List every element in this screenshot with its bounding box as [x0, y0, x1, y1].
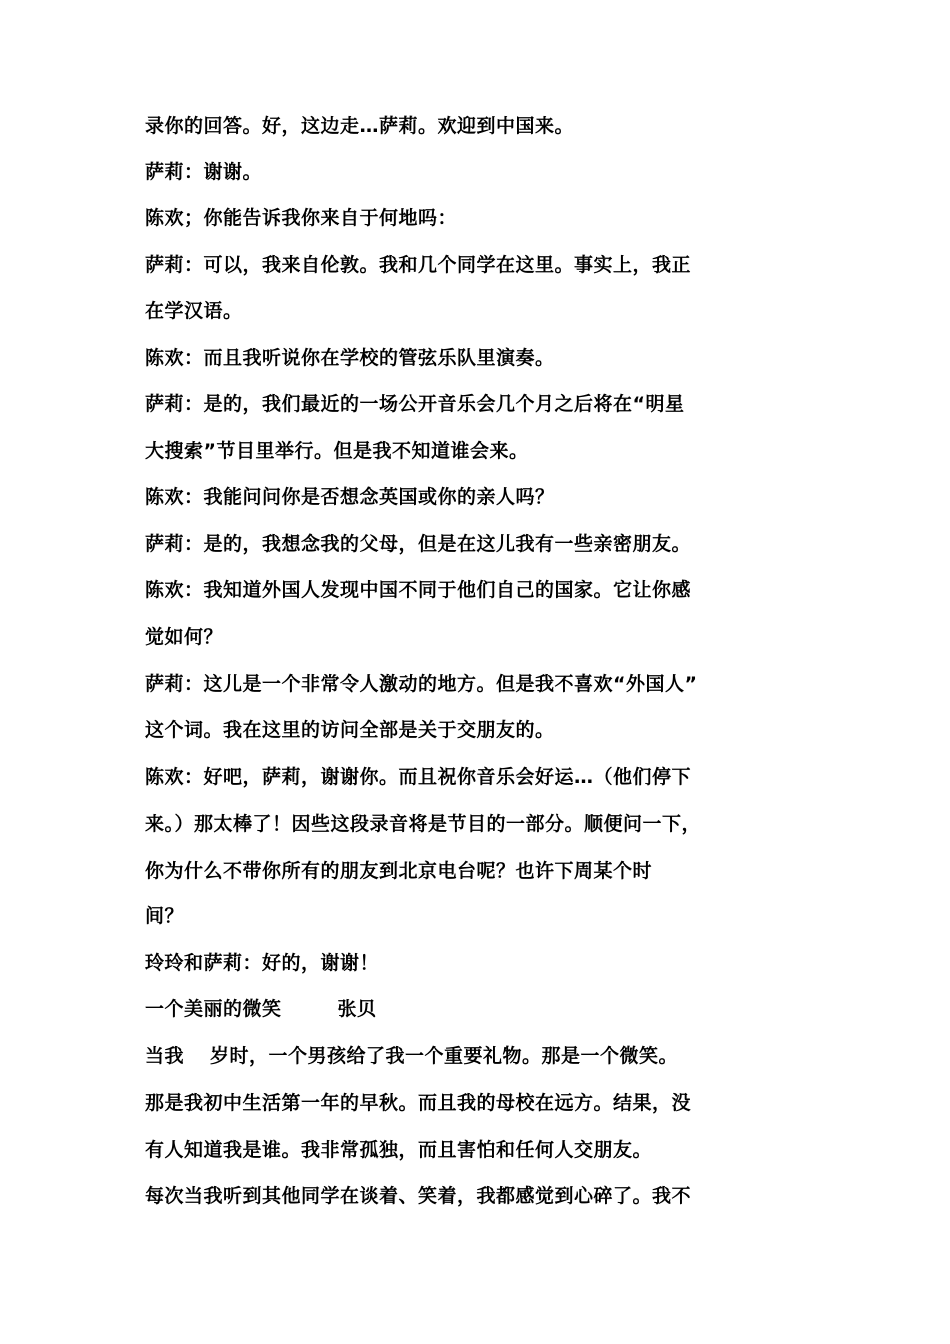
text-line: 玲玲和萨莉：好的，谢谢！: [145, 952, 380, 974]
text-line: 录你的回答。好，这边走…萨莉。欢迎到中国来。: [145, 115, 575, 137]
text-line: 陈欢：而且我听说你在学校的管弦乐队里演奏。: [145, 347, 555, 369]
essay-text-line: 那是我初中生活第一年的早秋。而且我的母校在远方。结果，没: [145, 1092, 692, 1114]
essay-author: 张贝: [337, 998, 377, 1020]
essay-title: 一个美丽的微笑: [145, 998, 282, 1020]
text-line: 陈欢；你能告诉我你来自于何地吗：: [145, 207, 458, 229]
text-line: 陈欢：我知道外国人发现中国不同于他们自己的国家。它让你感: [145, 579, 692, 601]
essay-heading: [145, 996, 825, 1022]
text-line: 间？: [145, 905, 185, 927]
text-line: 萨莉：可以，我来自伦敦。我和几个同学在这里。事实上，我正: [145, 254, 692, 276]
essay-text-line: 每次当我听到其他同学在谈着、笑着，我都感觉到心碎了。我不: [145, 1185, 692, 1207]
text-line: 萨莉：这儿是一个非常令人激动的地方。但是我不喜欢“外国人”: [145, 673, 698, 695]
text-line: 你为什么不带你所有的朋友到北京电台呢？也许下周某个时: [145, 860, 653, 882]
text-line: 大搜索”节目里举行。但是我不知道谁会来。: [145, 440, 529, 462]
essay-first-line: [145, 1043, 825, 1069]
essay-text-line: 有人知道我是谁。我非常孤独，而且害怕和任何人交朋友。: [145, 1139, 653, 1161]
text-line: 这个词。我在这里的访问全部是关于交朋友的。: [145, 719, 555, 741]
text-line: 陈欢：好吧，萨莉，谢谢你。而且祝你音乐会好运…（他们停下: [145, 766, 692, 788]
text-line: 萨莉：是的，我们最近的一场公开音乐会几个月之后将在“明星: [145, 393, 685, 415]
text-line: 来。）那太棒了！因些这段录音将是节目的一部分。顺便问一下，: [145, 813, 702, 835]
essay-first-line-rest: 岁时，一个男孩给了我一个重要礼物。那是一个微笑。: [210, 1045, 679, 1067]
text-line: 萨莉：是的，我想念我的父母，但是在这儿我有一些亲密朋友。: [145, 533, 692, 555]
text-line: 觉如何？: [145, 626, 224, 648]
essay-first-line-start: 当我: [145, 1045, 185, 1067]
text-line: 在学汉语。: [145, 300, 243, 322]
text-line: 萨莉：谢谢。: [145, 161, 263, 183]
text-line: 陈欢：我能问问你是否想念英国或你的亲人吗？: [145, 486, 555, 508]
